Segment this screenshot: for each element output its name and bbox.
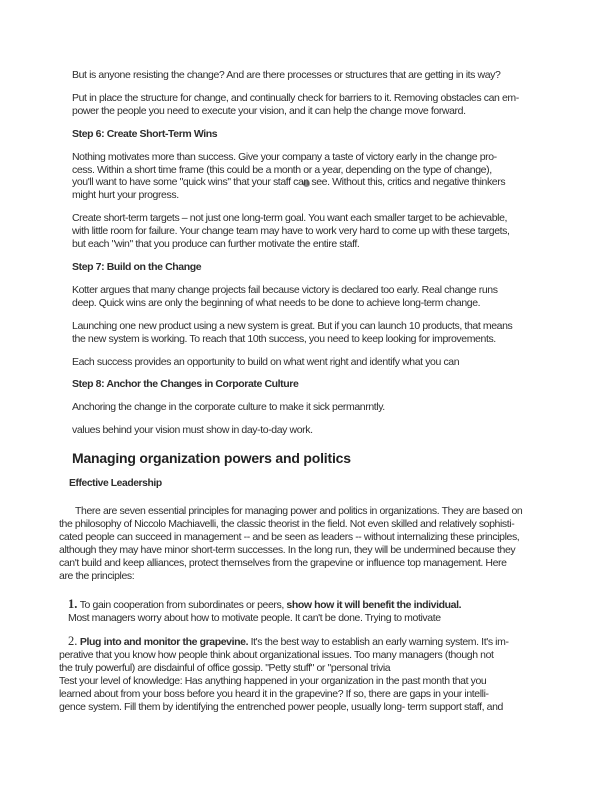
anchoring-paragraph: [72, 401, 554, 414]
text-run: deep. Quick wins are only the beginning of what needs to be done to achieve long-term change.: [72, 296, 481, 309]
text-run: Step 8: Anchor the Changes in Corporate Culture: [72, 378, 299, 391]
text-run: show how it will benefit the individual.: [286, 599, 462, 612]
text-run: Put in place the structure for change, and continually check for barriers to it. Removing obstacles can em-: [72, 91, 519, 104]
text-run: power the people you need to execute your vision, and it can help the change move forward.: [72, 104, 466, 117]
principle-2-item: [59, 635, 554, 675]
intro-question-paragraph: [72, 69, 554, 82]
effective-leadership-heading: [69, 478, 554, 491]
text-run: It's the best way to establish an early warning system. It's im-: [248, 636, 509, 649]
quick-wins-paragraph: [72, 151, 554, 203]
section-heading: [72, 449, 554, 467]
seven-principles-paragraph: [59, 505, 554, 582]
text-run: Launching one new product using a new system is great. But if you can launch 10 products, that means: [72, 319, 513, 332]
text-run: values behind your vision must show in day-to-day work.: [72, 424, 313, 437]
short-term-targets-paragraph: [72, 212, 554, 251]
page-content: [59, 69, 554, 714]
text-run: Each success provides an opportunity to build on what went right and identify what you can: [72, 355, 460, 368]
text-run: might hurt your progress.: [72, 189, 179, 202]
text-run: although they may have minor short-term successes. In the long run, they will be undermined because they: [59, 543, 516, 556]
text-run: Step 6: Create Short-Term Wins: [72, 127, 218, 140]
remove-obstacles-paragraph: [72, 92, 554, 118]
text-run: can't build and keep alliances, protect themselves from the grapevine or influence top management. Here: [59, 556, 507, 569]
text-run: 1.: [68, 597, 78, 612]
each-success-paragraph: [72, 356, 554, 369]
text-run: Create short-term targets – not just one long-term goal. You want each smaller target to be achievable,: [72, 212, 508, 225]
text-run: cess. Within a short time frame (this could be a month or a year, depending on the type of change),: [72, 163, 492, 176]
text-run: cated people can succeed in management -- and be seen as leaders -- without internalizing these principles,: [59, 530, 520, 543]
text-run: Test your level of knowledge: Has anything happened in your organization in the past month that you: [59, 675, 487, 687]
text-run: learned about from your boss before you heard it in the grapevine? If so, there are gaps in your intelli-: [59, 687, 489, 700]
text-run: Plug into and monitor the grapevine.: [79, 636, 249, 649]
step-8-heading: [72, 378, 554, 391]
text-run: Most managers worry about how to motivate people. It can't be done. Trying to motivate: [68, 612, 441, 625]
step-6-heading: [72, 128, 554, 141]
text-run: Managing organization powers and politics: [72, 450, 351, 467]
text-run: There are seven essential principles for managing power and politics in organizations. They are based on: [75, 505, 523, 518]
text-run: But is anyone resisting the change? And are there processes or structures that are getting in its way?: [72, 69, 501, 81]
text-run: 2.: [68, 634, 78, 649]
step-7-heading: [72, 261, 554, 274]
text-run: with little room for failure. Your change team may have to work very hard to come up with these targets,: [72, 225, 510, 238]
launch-products-paragraph: [72, 320, 554, 346]
text-run: Kotter argues that many change projects fail because victory is declared too early. Real change runs: [72, 283, 498, 296]
text-run: Effective Leadership: [69, 478, 162, 490]
text-run: but each "win" that you produce can further motivate the entire staff.: [72, 238, 360, 251]
text-run: the philosophy of Niccolo Machiavelli, the classic theorist in the field. Not even skilled and relatively sophisti-: [59, 517, 515, 530]
text-run: Anchoring the change in the corporate culture to make it sick permanrntly.: [72, 401, 385, 414]
principle-1-item: [68, 598, 554, 625]
text-run: you'll want to have some "quick wins" that your staff can see. Without this, critics and negative thinkers: [72, 176, 506, 189]
text-run: To gain cooperation from subordinates or peers,: [77, 599, 287, 612]
text-run: Nothing motivates more than success. Give your company a taste of victory early in the change pro-: [72, 150, 497, 163]
kotter-paragraph: [72, 284, 554, 310]
text-run: gence system. Fill them by identifying the entrenched power people, usually long- term support staff, and: [59, 700, 503, 713]
text-run: are the principles:: [59, 569, 135, 582]
text-run: the new system is working. To reach that 10th success, you need to keep looking for improvements.: [72, 332, 496, 345]
text-run: Step 7: Build on the Change: [72, 260, 202, 273]
values-paragraph: [72, 424, 554, 437]
grapevine-test-paragraph: [59, 675, 554, 714]
text-run: the truly powerful) are disdainful of office gossip. "Petty stuff" or "personal trivia: [59, 662, 391, 675]
text-run: perative that you know how people think about organizational issues. Too many managers (though not: [59, 649, 494, 662]
